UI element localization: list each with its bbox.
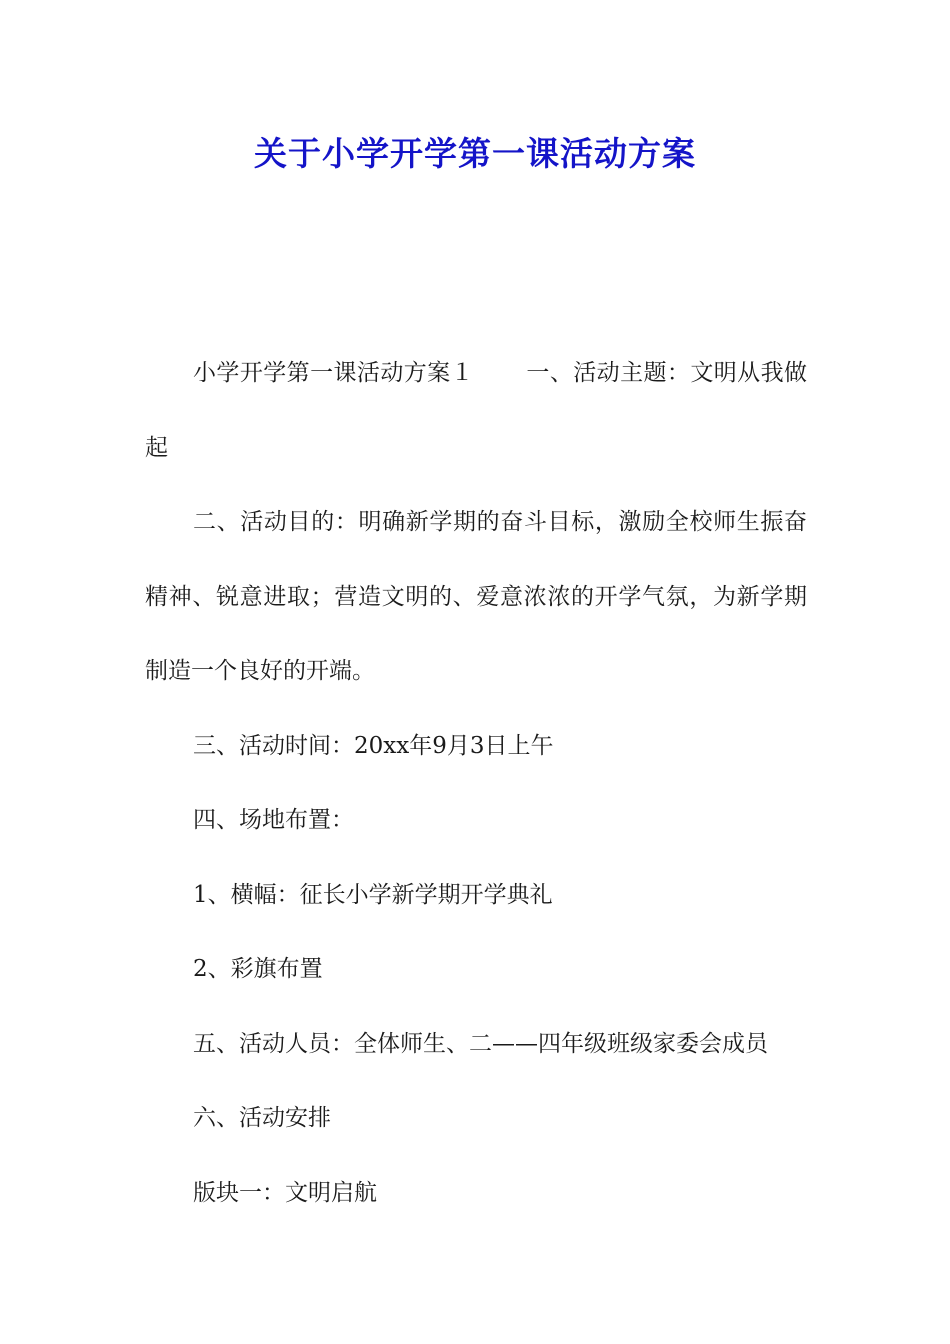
- paragraph-schedule: 六、活动安排: [193, 1105, 331, 1131]
- document-title: 关于小学开学第一课活动方案: [254, 134, 696, 173]
- document-body: [145, 336, 807, 1230]
- paragraph-venue: 四、场地布置：: [193, 807, 354, 833]
- paragraph-purpose: 二、活动目的：明确新学期的奋斗目标，激励全校师生振奋精神、锐意进取；营造文明的、爱意浓浓的开学气氛，为新学期制造一个良好的开端。: [145, 509, 807, 684]
- paragraph-flags: 2、彩旗布置: [193, 956, 323, 982]
- paragraph-section-one: 版块一：文明启航: [193, 1179, 377, 1206]
- paragraph-time: 三、活动时间：20xx年9月3日上午: [193, 732, 554, 759]
- intro-heading: 小学开学第一课活动方案１: [193, 360, 474, 386]
- paragraph-banner: 1、横幅：征长小学新学期开学典礼: [193, 881, 553, 908]
- paragraph-intro: [145, 336, 807, 485]
- activity-theme: 一、活动主题：文明从我做起: [145, 360, 808, 461]
- paragraph-participants: 五、活动人员：全体师生、二——四年级班级家委会成员: [193, 1030, 768, 1057]
